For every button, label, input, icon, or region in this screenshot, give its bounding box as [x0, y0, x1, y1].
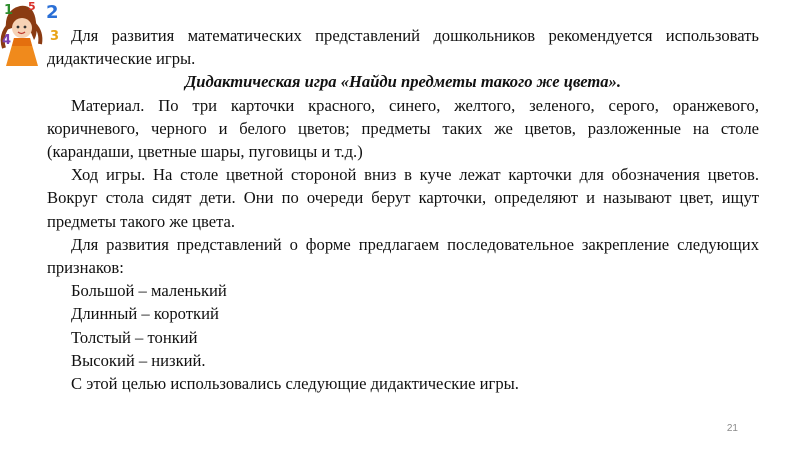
game-title: Дидактическая игра «Найди предметы такого же цвета».: [184, 72, 622, 92]
digit-3: 3: [50, 29, 60, 44]
pair-item: Толстый – тонкий: [71, 327, 198, 347]
pair-item: Большой – маленький: [71, 281, 227, 301]
pair-item: Высокий – низкий.: [71, 350, 206, 370]
digit-4: 4: [2, 33, 12, 48]
digit-5: 5: [28, 0, 36, 13]
material-paragraph: Материал. По три карточки красного, синего, желтого, зеленого, серого, оранжевого, коричневого, черного и белого цветов; предметы таких же цветов, разложенные на столе (карандаши, цветные шары, пуговицы и т.д.): [47, 95, 759, 162]
closing-line: С этой целью использовались следующие дидактические игры.: [71, 374, 519, 394]
form-intro-paragraph: Для развития представлений о форме предлагаем последовательное закрепление следующих признаков:: [47, 234, 759, 278]
page-number: 21: [726, 423, 738, 434]
game-flow-paragraph: Ход игры. На столе цветной стороной вниз в куче лежат карточки для обозначения цветов. Вокруг стола сидят дети. Они по очереди берут карточки, определяют и называют цвет, ищут предметы такого же цвета.: [47, 165, 759, 231]
text-body: [47, 24, 759, 395]
intro-paragraph: Для развития математических представлений дошкольников рекомендуется использовать дидактические игры.: [47, 26, 759, 69]
digit-2: 2: [46, 2, 59, 23]
pair-item: Длинный – короткий: [71, 304, 219, 324]
digit-1: 1: [4, 3, 14, 18]
